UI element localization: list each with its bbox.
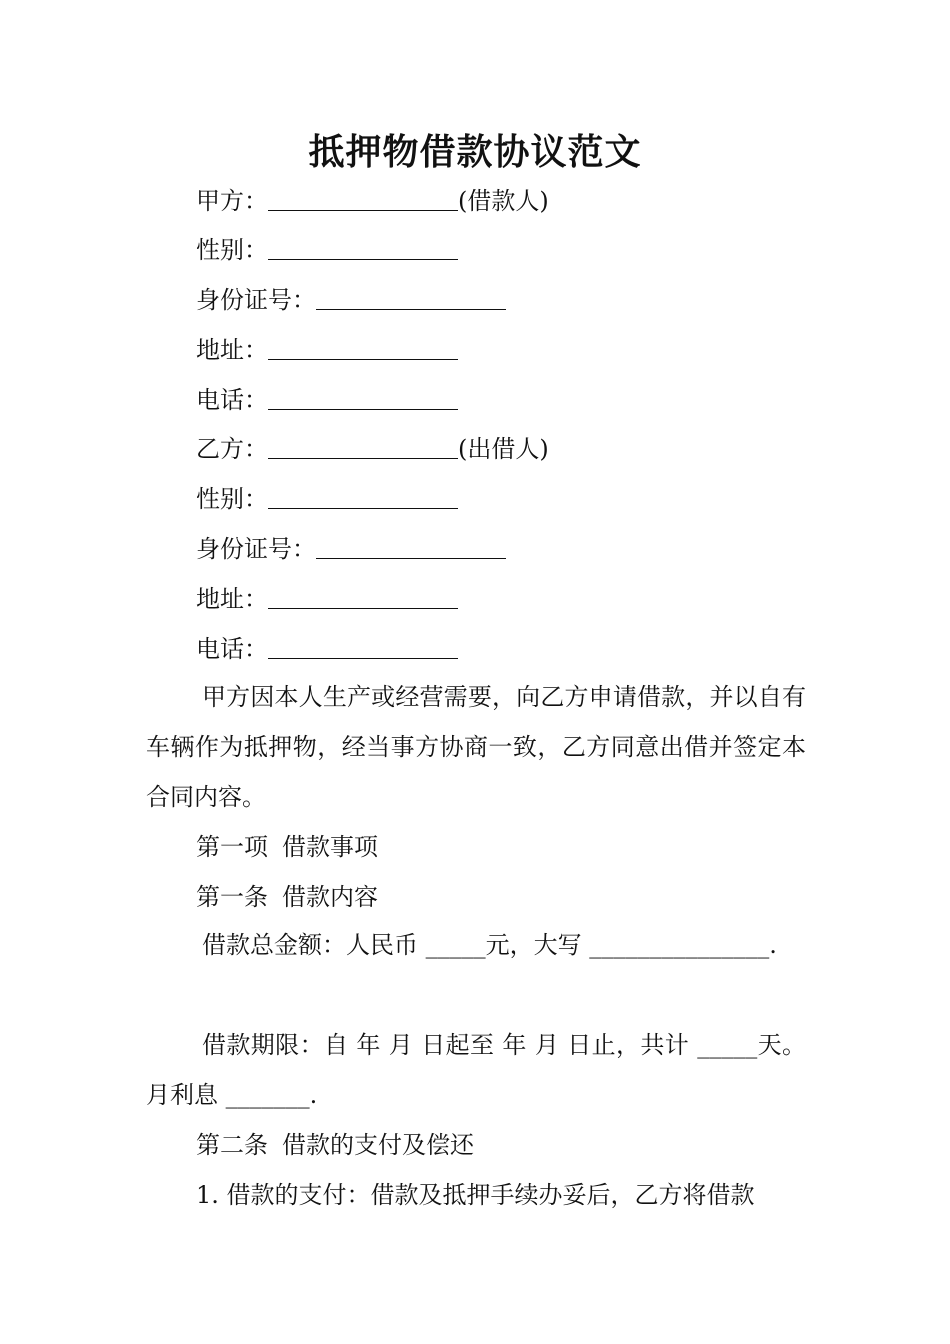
party-b-name-blank bbox=[268, 436, 458, 459]
section-1-title: 借款事项 bbox=[282, 833, 378, 861]
party-b-address-blank bbox=[268, 586, 458, 609]
section-1-number: 第一项 bbox=[196, 833, 268, 861]
party-a-phone-field bbox=[196, 385, 458, 415]
party-a-gender-field bbox=[196, 235, 458, 265]
party-a-role: (借款人) bbox=[458, 187, 549, 215]
party-a-address-field bbox=[196, 335, 458, 365]
party-b-address-field bbox=[196, 584, 458, 614]
party-b-address-label: 地址： bbox=[196, 585, 268, 613]
party-a-gender-blank bbox=[268, 237, 458, 260]
party-a-id-label: 身份证号： bbox=[196, 286, 316, 314]
article-2-number: 第二条 bbox=[196, 1131, 268, 1159]
party-b-id-blank bbox=[316, 536, 506, 559]
article-2-title: 借款的支付及偿还 bbox=[282, 1131, 474, 1159]
party-a-name-label: 甲方： bbox=[196, 187, 268, 215]
party-b-phone-field bbox=[196, 634, 458, 664]
party-b-gender-blank bbox=[268, 486, 458, 509]
party-a-id-field bbox=[196, 285, 506, 315]
party-b-id-label: 身份证号： bbox=[196, 535, 316, 563]
party-b-gender-label: 性别： bbox=[196, 485, 268, 513]
loan-amount-paragraph: 借款总金额：人民币 _____元，大写 _______________. bbox=[202, 931, 777, 959]
article-1-title: 借款内容 bbox=[282, 883, 378, 911]
party-b-phone-label: 电话： bbox=[196, 635, 268, 663]
party-a-gender-label: 性别： bbox=[196, 236, 268, 264]
document-title: 抵押物借款协议范文 bbox=[308, 132, 642, 173]
item-1-paragraph: 1. 借款的支付：借款及抵押手续办妥后，乙方将借款 bbox=[196, 1181, 755, 1209]
party-a-name-blank bbox=[268, 188, 458, 211]
party-b-id-field bbox=[196, 534, 506, 564]
article-1-heading bbox=[196, 882, 378, 912]
party-b-phone-blank bbox=[268, 636, 458, 659]
party-a-name-field bbox=[196, 186, 549, 216]
party-a-id-blank bbox=[316, 287, 506, 310]
intro-paragraph: 甲方因本人生产或经营需要，向乙方申请借款，并以自有车辆作为抵押物，经当事方协商一致，乙方同意出借并签定本合同内容。 bbox=[146, 683, 806, 811]
article-1-number: 第一条 bbox=[196, 883, 268, 911]
loan-term-paragraph: 借款期限：自 年 月 日起至 年 月 日止，共计 _____天。月利息 _______. bbox=[146, 1031, 806, 1109]
section-1-heading bbox=[196, 832, 378, 862]
party-b-role: (出借人) bbox=[458, 435, 549, 463]
party-b-name-label: 乙方： bbox=[196, 435, 268, 463]
article-2-heading bbox=[196, 1130, 474, 1160]
party-a-address-blank bbox=[268, 337, 458, 360]
party-a-phone-blank bbox=[268, 387, 458, 410]
party-a-phone-label: 电话： bbox=[196, 386, 268, 414]
party-b-gender-field bbox=[196, 484, 458, 514]
party-a-address-label: 地址： bbox=[196, 336, 268, 364]
party-b-name-field bbox=[196, 434, 549, 464]
